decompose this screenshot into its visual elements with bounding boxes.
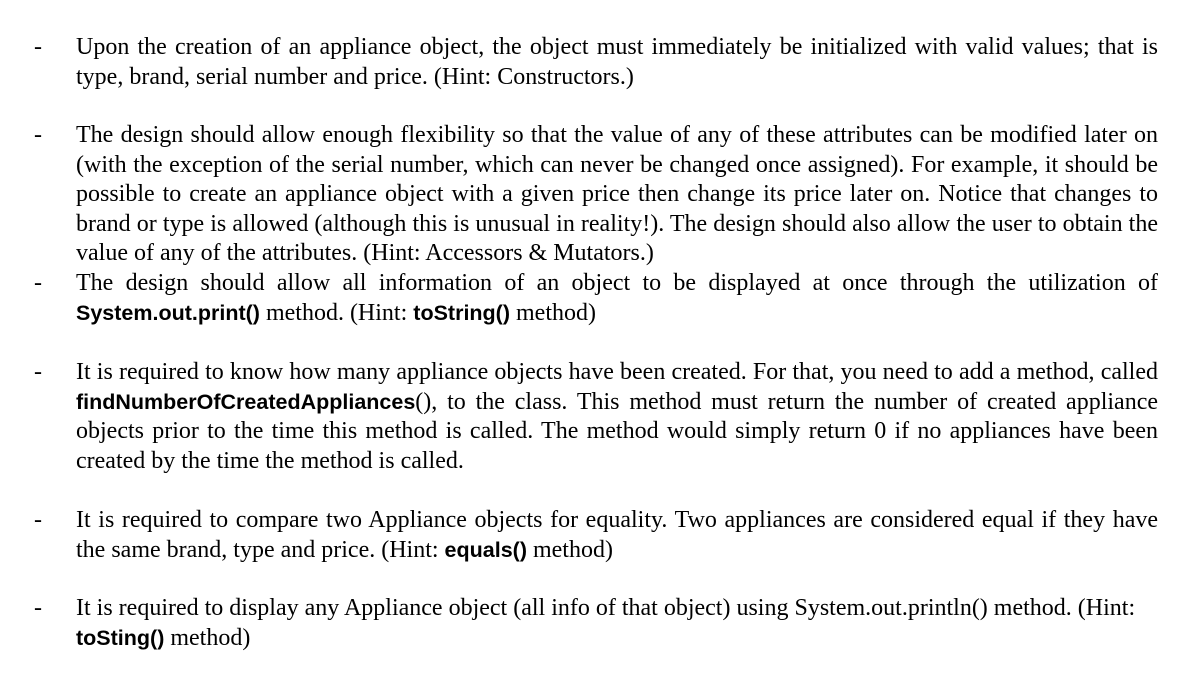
bullet-dash: - [34,270,42,296]
code-snippet: equals() [444,537,527,562]
bullet-dash: - [34,595,42,621]
list-item-text [76,33,1158,92]
list-item-text [76,506,1158,565]
code-snippet: toString() [413,300,510,325]
item-text: It is required to know how many appliance objects have been created. For that, you need to add a method, called [76,359,1158,385]
code-snippet: findNumberOfCreatedAppliances [76,389,416,414]
list-item-text [76,269,1158,328]
item-text: (), to the class. This method must return the number of created appliance objects prior to the time this method is called. The method would simply return 0 if no appliances have been created by the time the method is called. [76,388,1158,474]
list-item-text [76,121,1158,269]
code-snippet: System.out.print() [76,300,260,325]
item-text: method) [526,536,613,563]
list-item-text [76,358,1158,476]
bullet-dash: - [34,359,42,385]
item-text: method) [164,624,251,651]
item-text: method) [510,299,596,326]
list-item-text [76,594,1158,653]
item-text: It is required to compare two Appliance objects for equality. Two appliances are considered equal if they have the same brand, type and price. (Hint: [76,507,1158,563]
item-text: It is required to display any Appliance object (all info of that object) using System.out.println() method. (Hint: [76,595,1136,621]
item-text: The design should allow all information of an object to be displayed at once through the utilization of [76,270,1158,296]
bullet-dash: - [34,34,42,60]
item-text: The design should allow enough flexibility so that the value of any of these attributes can be modified later on (with the exception of the serial number, which can never be changed once assigned). For example, it should be possible to create an appliance object with a given price then change its price later on. Notice that changes to brand or type is allowed (although this is unusual in reality!). The design should also allow the user to obtain the value of any of the attributes. (Hint: Accessors & Mutators.) [76,122,1158,267]
bullet-dash: - [34,122,42,148]
code-snippet: toSting() [76,625,165,650]
item-text: method. (Hint: [259,299,414,326]
item-text: Upon the creation of an appliance object, the object must immediately be initialized with valid values; that is type, brand, serial number and price. (Hint: Constructors.) [76,34,1158,90]
bullet-dash: - [34,507,42,533]
